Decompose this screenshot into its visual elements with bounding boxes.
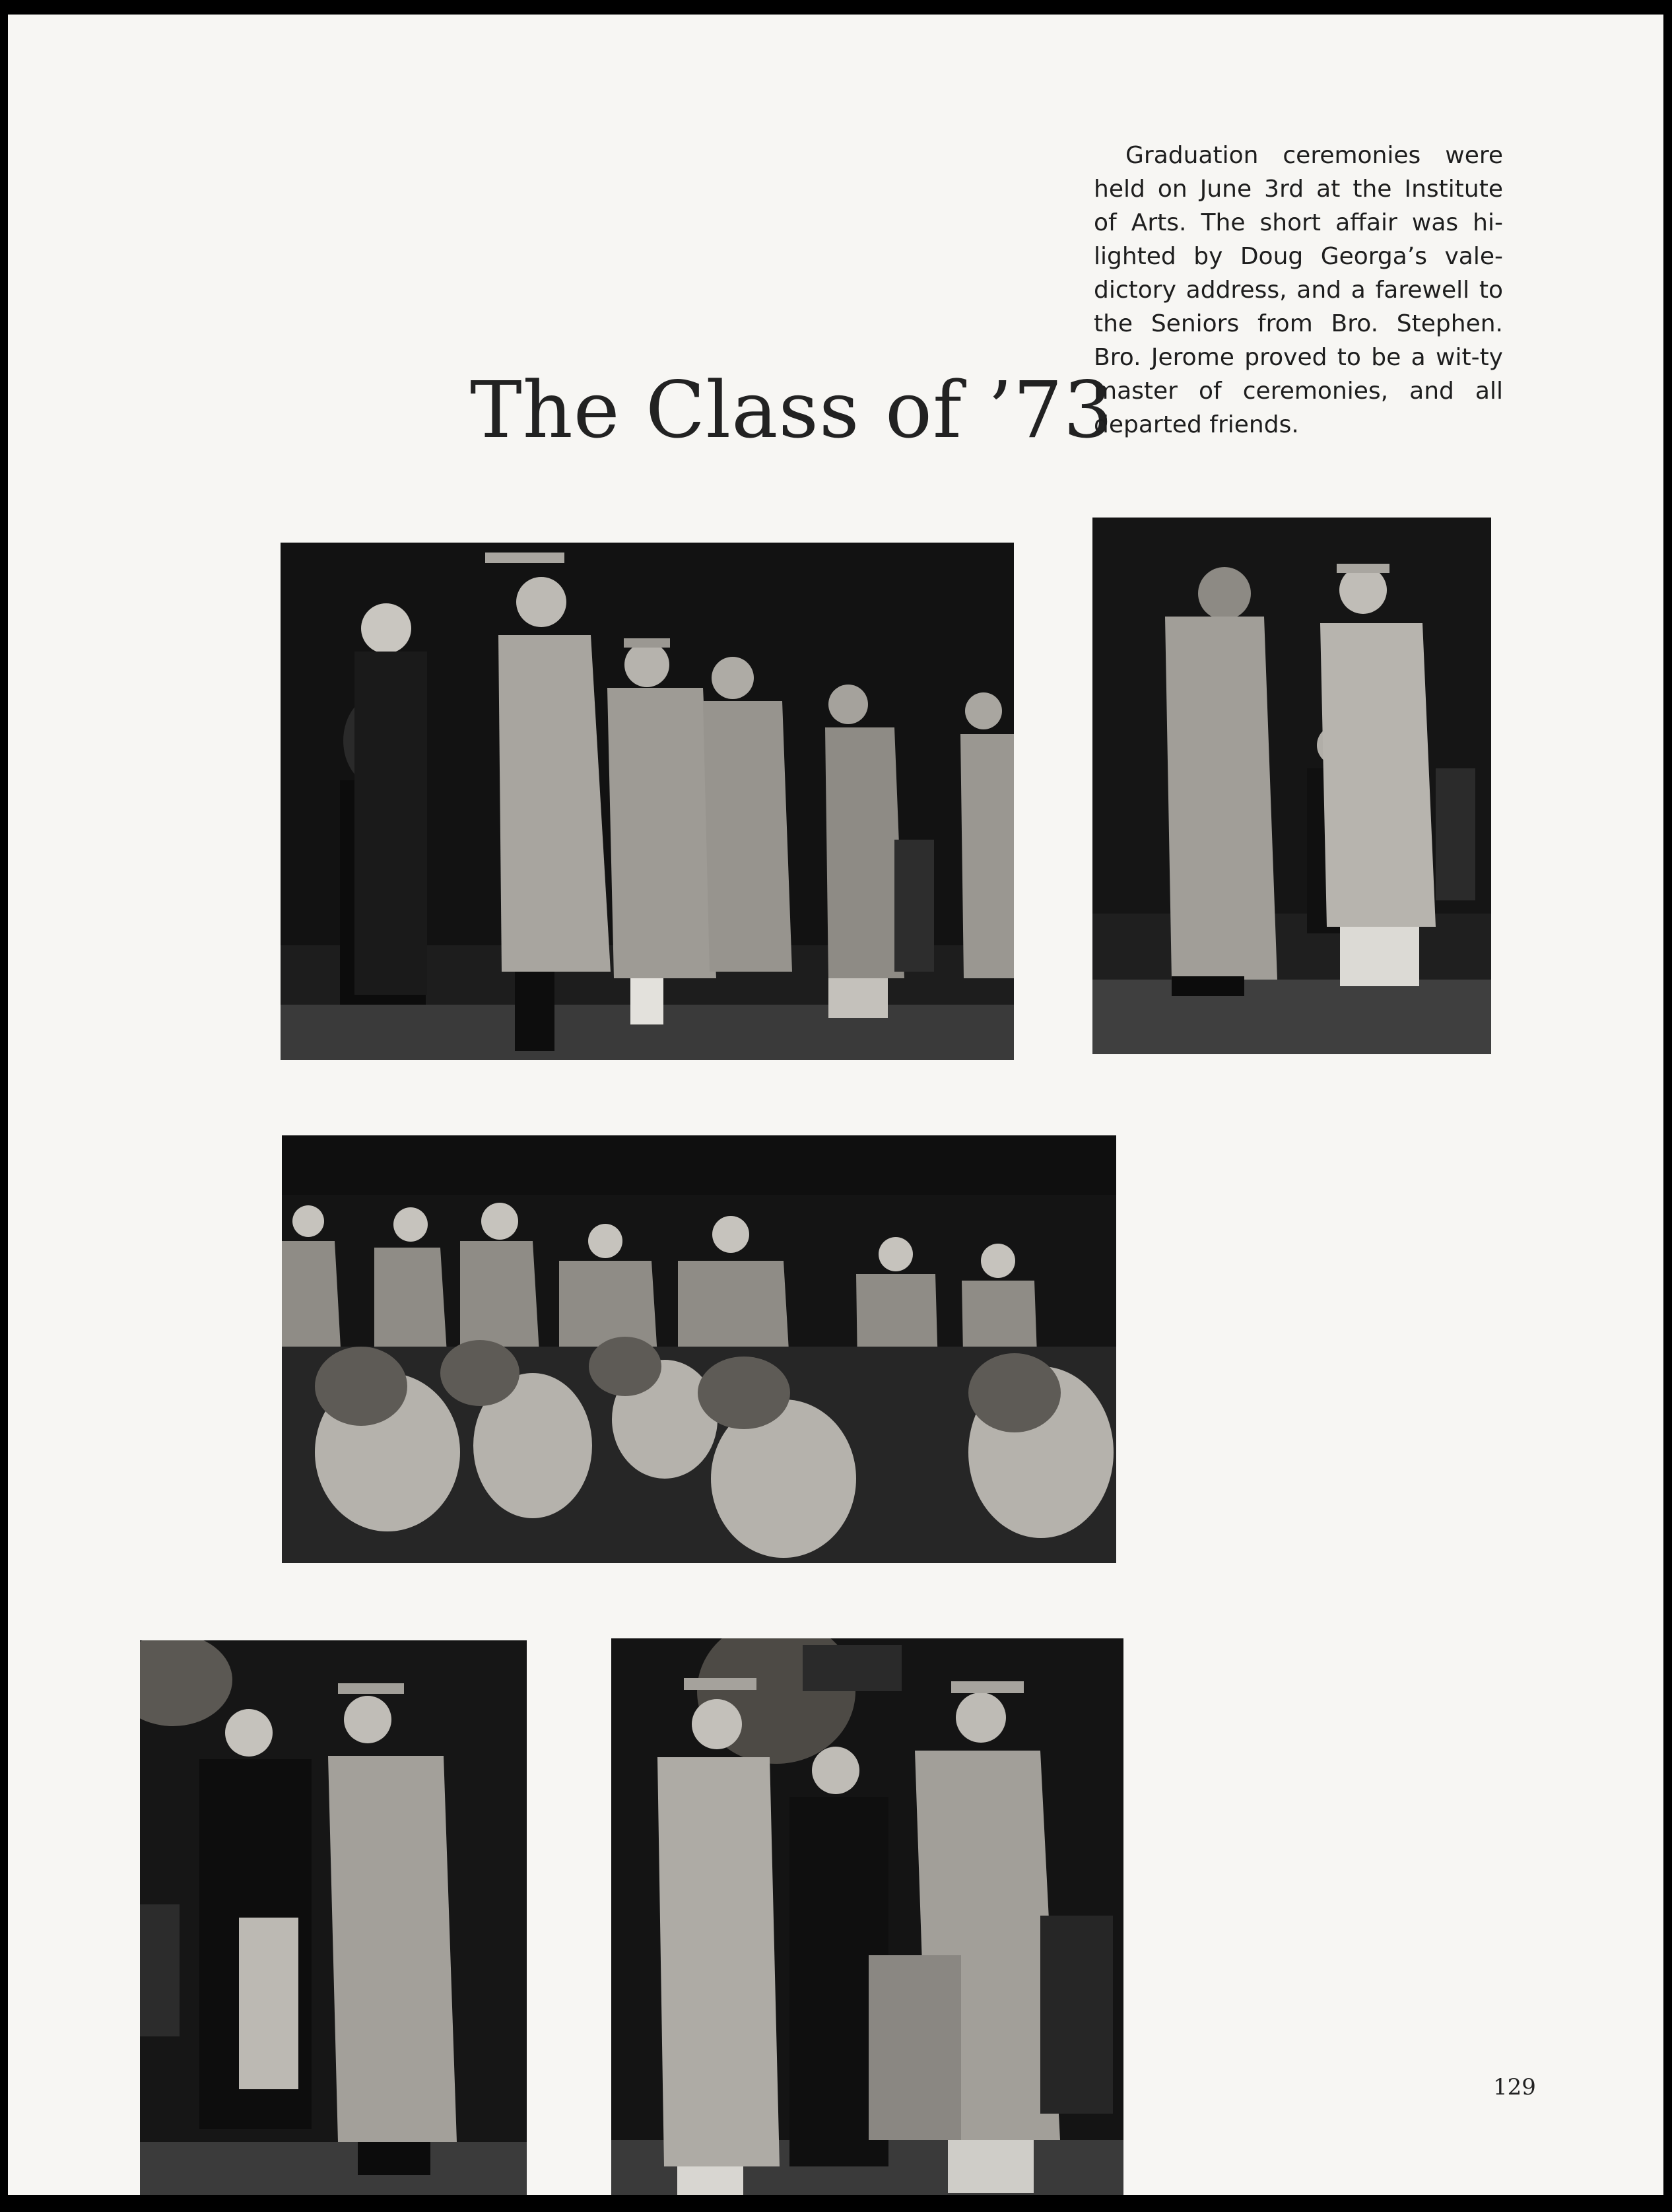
photo-handshake-bottom-left	[140, 1640, 527, 2195]
page-title: The Class of ’73	[470, 364, 1114, 455]
photo-handshake-right	[1092, 518, 1491, 1054]
photo-handshake-bottom-right	[611, 1638, 1123, 2195]
page-edge	[0, 2195, 1672, 2212]
photo-graduates-audience	[282, 1135, 1116, 1563]
page-number: 129	[1493, 2074, 1536, 2100]
yearbook-page	[8, 15, 1663, 2195]
photo-diploma-line	[281, 543, 1014, 1060]
caption-text: Graduation ceremonies were held on June 3rd at the Institute of Arts. The short affair was hi-lighted by Doug Georga’s vale-dictory address, and a farewell to the Seniors from Bro. Stephen. Bro. Jerome proved to be a wit-ty master of ceremonies, and all departed friends.	[1094, 142, 1503, 438]
